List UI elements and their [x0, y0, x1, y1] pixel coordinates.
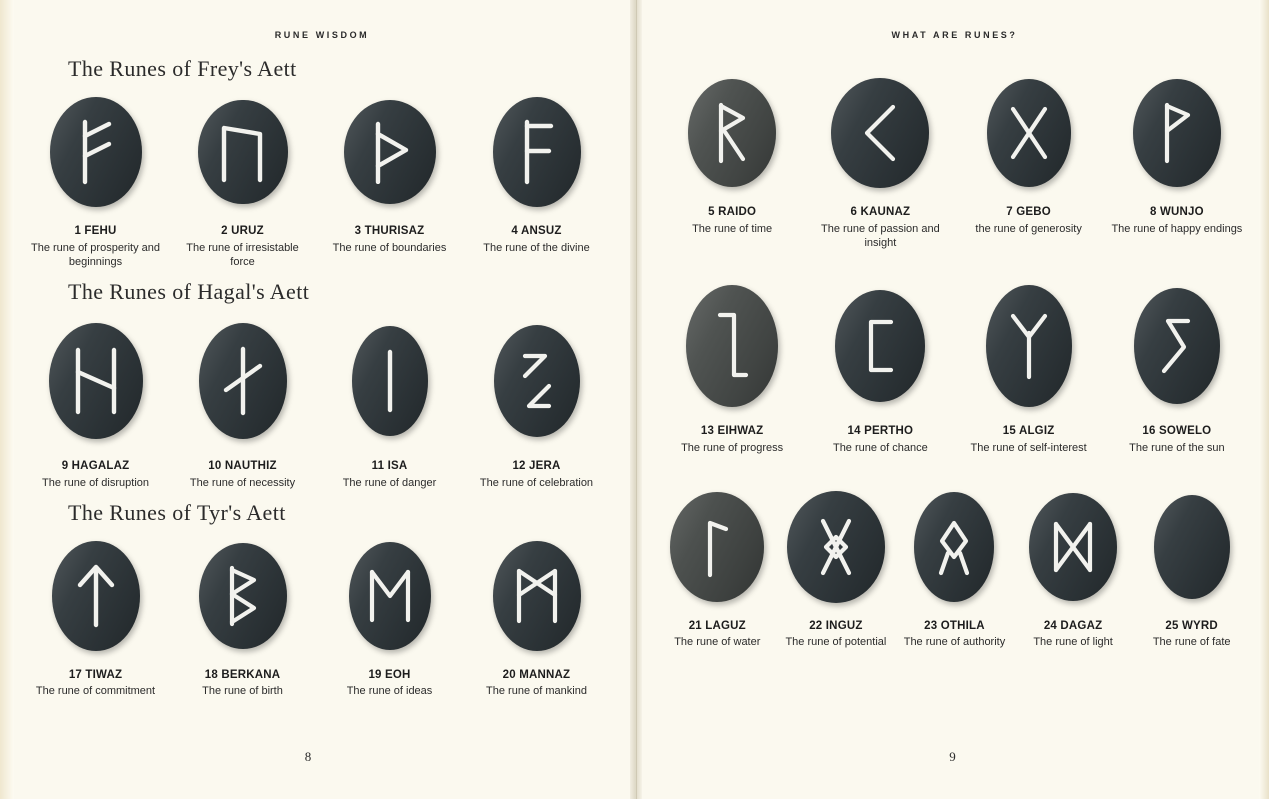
rune-stone[interactable]: [986, 285, 1072, 407]
rune-caption: [190, 459, 295, 490]
rune-card-sowelo[interactable]: [1103, 276, 1251, 455]
rune-description: The rune of fate: [1152, 636, 1231, 649]
rune-name: 15 ALGIZ: [1002, 424, 1055, 437]
inguz-rune-icon: [813, 515, 859, 579]
rune-name: 24 DAGAZ: [1043, 619, 1103, 632]
raido-rune-icon: [709, 101, 755, 165]
rune-caption: [333, 224, 447, 255]
rune-name: 3 THURISAZ: [354, 225, 425, 237]
rune-card-hagalaz[interactable]: [22, 311, 169, 490]
rune-row-1: [22, 88, 622, 269]
rune-stone[interactable]: [199, 543, 287, 649]
rune-description: The rune of chance: [832, 441, 928, 454]
stone-image-wrap: [986, 276, 1072, 416]
running-head-right: WHAT ARE RUNES?: [891, 30, 1018, 40]
rune-description: The rune of authority: [903, 636, 1006, 649]
mannaz-rune-icon: [510, 565, 564, 627]
rune-stone[interactable]: [688, 79, 776, 187]
rune-stone[interactable]: [50, 97, 142, 207]
stone-image-wrap: [199, 311, 287, 451]
pertho-rune-icon: [857, 314, 903, 378]
rune-stone[interactable]: [493, 97, 581, 207]
rune-stone[interactable]: [787, 491, 885, 603]
rune-description: The rune of ideas: [346, 685, 433, 698]
stone-image-wrap: [1133, 69, 1221, 197]
rune-name: 1 FEHU: [74, 225, 117, 237]
rune-description: The rune of passion and insight: [821, 222, 940, 249]
rune-caption: [30, 224, 162, 269]
rune-description: The rune of progress: [681, 441, 784, 454]
stone-image-wrap: [1154, 483, 1230, 611]
rune-description: The rune of boundaries: [332, 241, 447, 254]
rune-name: 23 OTHILA: [924, 619, 985, 632]
stone-image-wrap: [787, 483, 885, 611]
rune-caption: [904, 619, 1006, 650]
rune-row-2: [22, 311, 622, 490]
rune-card-othila[interactable]: [895, 483, 1014, 650]
rune-card-mannaz[interactable]: [463, 532, 610, 699]
rune-name: 8 WUNJO: [1149, 206, 1204, 218]
stone-image-wrap: [493, 88, 581, 216]
rune-stone[interactable]: [494, 325, 580, 437]
rune-card-berkana[interactable]: [169, 532, 316, 699]
rune-description: The rune of water: [674, 636, 761, 649]
wunjo-rune-icon: [1155, 101, 1199, 165]
rune-card-tiwaz[interactable]: [22, 532, 169, 699]
rune-description: The rune of necessity: [189, 476, 296, 489]
rune-card-gebo[interactable]: [955, 69, 1103, 236]
stone-image-wrap: [686, 276, 778, 416]
rune-description: The rune of irresistable force: [186, 241, 299, 268]
rune-description: The rune of potential: [785, 636, 887, 649]
rune-caption: [975, 205, 1081, 236]
rune-caption: [36, 668, 155, 699]
ansuz-rune-icon: [513, 119, 561, 185]
stone-image-wrap: [50, 88, 142, 216]
rune-name: 2 URUZ: [221, 225, 264, 237]
rune-name: 5 RAIDO: [708, 206, 757, 218]
uruz-rune-icon: [216, 120, 270, 184]
stone-image-wrap: [493, 532, 581, 660]
rune-caption: [202, 668, 283, 699]
rune-description: The rune of self-interest: [970, 441, 1087, 454]
rune-row-3: [22, 532, 622, 699]
rune-caption: [814, 205, 946, 250]
rune-stone[interactable]: [349, 542, 431, 650]
rune-description: The rune of danger: [342, 476, 437, 489]
rune-stone[interactable]: [352, 326, 428, 436]
laguz-rune-icon: [696, 515, 738, 579]
rune-card-isa[interactable]: [316, 311, 463, 490]
rune-caption: [692, 205, 772, 236]
rune-row-4: [658, 69, 1251, 250]
rune-name: 12 JERA: [512, 459, 561, 472]
rune-name: 6 KAUNAZ: [850, 206, 911, 218]
jera-rune-icon: [511, 350, 563, 412]
stone-image-wrap: [670, 483, 764, 611]
rune-card-wunjo[interactable]: [1103, 69, 1251, 236]
rune-stone[interactable]: [835, 290, 925, 402]
rune-stone[interactable]: [1029, 493, 1117, 601]
othila-rune-icon: [933, 515, 975, 579]
rune-stone[interactable]: [52, 541, 140, 651]
nauthiz-rune-icon: [218, 346, 268, 416]
rune-stone[interactable]: [987, 79, 1071, 187]
section-title-freys-aett: The Runes of Frey's Aett: [68, 56, 297, 81]
rune-caption: [971, 424, 1087, 455]
rune-card-fehu[interactable]: [22, 88, 169, 269]
rune-description: The rune of mankind: [486, 685, 587, 698]
rune-card-raido[interactable]: [658, 69, 806, 236]
rune-card-pertho[interactable]: [806, 276, 954, 455]
stone-image-wrap: [494, 311, 580, 451]
rune-row-5: [658, 276, 1251, 455]
rune-card-jera[interactable]: [463, 311, 610, 490]
rune-card-wyrd[interactable]: [1132, 483, 1251, 650]
rune-stone[interactable]: [49, 323, 143, 439]
rune-caption: [480, 459, 593, 490]
tiwaz-rune-icon: [72, 563, 120, 629]
rune-caption: [833, 424, 928, 455]
rune-name: 9 HAGALAZ: [61, 459, 130, 472]
rune-description: The rune of birth: [202, 685, 283, 698]
rune-card-algiz[interactable]: [955, 276, 1103, 455]
stone-image-wrap: [987, 69, 1071, 197]
rune-card-dagaz[interactable]: [1014, 483, 1133, 650]
kaunaz-rune-icon: [857, 101, 903, 165]
thurisaz-rune-icon: [366, 120, 414, 184]
rune-stone[interactable]: [831, 78, 929, 188]
rune-stone[interactable]: [493, 541, 581, 651]
rune-caption: [1153, 619, 1231, 650]
fehu-rune-icon: [71, 118, 121, 186]
rune-card-inguz[interactable]: [777, 483, 896, 650]
rune-description: The rune of happy endings: [1111, 222, 1243, 235]
rune-description: the rune of generosity: [975, 222, 1082, 235]
rune-name: 4 ANSUZ: [511, 225, 562, 237]
rune-caption: [343, 459, 437, 490]
rune-stone[interactable]: [198, 100, 288, 204]
rune-caption: [1033, 619, 1113, 650]
rune-caption: [681, 424, 783, 455]
eihwaz-rune-icon: [710, 309, 754, 383]
rune-name: 10 NAUTHIZ: [208, 459, 277, 472]
stone-image-wrap: [199, 532, 287, 660]
rune-stone[interactable]: [344, 100, 436, 204]
stone-image-wrap: [1134, 276, 1220, 416]
stone-image-wrap: [835, 276, 925, 416]
rune-name: 7 GEBO: [1006, 206, 1051, 218]
stone-image-wrap: [344, 88, 436, 216]
stone-image-wrap: [349, 532, 431, 660]
running-head-left: RUNE WISDOM: [274, 30, 370, 40]
stone-image-wrap: [831, 69, 929, 197]
section-title-tyrs-aett: The Runes of Tyr's Aett: [68, 499, 286, 525]
stone-image-wrap: [1029, 483, 1117, 611]
rune-caption: [483, 224, 589, 255]
rune-name: 19 EOH: [368, 668, 411, 681]
berkana-rune-icon: [220, 564, 266, 628]
stone-image-wrap: [49, 311, 143, 451]
stone-image-wrap: [914, 483, 994, 611]
rune-card-eihwaz[interactable]: [658, 276, 806, 455]
stone-image-wrap: [198, 88, 288, 216]
rune-description: The rune of light: [1033, 636, 1113, 649]
rune-caption: [42, 459, 149, 490]
rune-card-eoh[interactable]: [316, 532, 463, 699]
rune-name: 14 PERTHO: [847, 424, 914, 437]
rune-description: The rune of the sun: [1129, 441, 1225, 454]
stone-image-wrap: [688, 69, 776, 197]
rune-card-nauthiz[interactable]: [169, 311, 316, 490]
rune-description: The rune of time: [692, 222, 773, 235]
rune-name: 13 EIHWAZ: [700, 424, 764, 437]
rune-description: The rune of disruption: [41, 476, 149, 489]
rune-row-6: [658, 483, 1251, 650]
rune-stone[interactable]: [914, 492, 994, 602]
folio-left: 8: [304, 749, 312, 764]
rune-caption: [486, 668, 587, 699]
rune-stone[interactable]: [1154, 495, 1230, 599]
rune-name: 21 LAGUZ: [688, 619, 746, 632]
rune-caption: [1129, 424, 1224, 455]
rune-card-laguz[interactable]: [658, 483, 777, 650]
isa-rune-icon: [375, 348, 405, 414]
sowelo-rune-icon: [1156, 313, 1198, 379]
rune-description: The rune of commitment: [35, 685, 156, 698]
eoh-rune-icon: [363, 566, 417, 626]
rune-name: 17 TIWAZ: [68, 668, 123, 681]
rune-stone[interactable]: [1133, 79, 1221, 187]
rune-name: 22 INGUZ: [809, 619, 863, 632]
section-title-hagals-aett: The Runes of Hagal's Aett: [68, 278, 310, 304]
rune-name: 20 MANNAZ: [502, 668, 571, 681]
rune-caption: [785, 619, 886, 650]
dagaz-rune-icon: [1047, 518, 1099, 576]
stone-image-wrap: [52, 532, 140, 660]
rune-name: 11 ISA: [371, 459, 408, 472]
rune-card-thurisaz[interactable]: [316, 88, 463, 255]
rune-caption: [347, 668, 433, 699]
right-page: [636, 0, 1269, 799]
rune-card-uruz[interactable]: [169, 88, 316, 269]
rune-stone[interactable]: [1134, 288, 1220, 404]
rune-card-ansuz[interactable]: [463, 88, 610, 255]
rune-name: 25 WYRD: [1165, 619, 1218, 632]
rune-caption: [1111, 205, 1242, 236]
rune-caption: [177, 224, 309, 269]
rune-description: The rune of prosperity and beginnings: [30, 241, 161, 268]
rune-name: 16 SOWELO: [1142, 424, 1212, 437]
rune-name: 18 BERKANA: [204, 668, 281, 681]
rune-card-kaunaz[interactable]: [806, 69, 954, 250]
hagalaz-rune-icon: [68, 346, 124, 416]
gebo-rune-icon: [1004, 103, 1054, 163]
rune-stone[interactable]: [670, 492, 764, 602]
algiz-rune-icon: [1005, 311, 1053, 381]
stone-image-wrap: [352, 311, 428, 451]
rune-caption: [674, 619, 760, 650]
rune-description: The rune of the divine: [483, 241, 590, 254]
rune-description: The rune of celebration: [479, 476, 594, 489]
rune-stone[interactable]: [199, 323, 287, 439]
rune-stone[interactable]: [686, 285, 778, 407]
folio-right: 9: [949, 749, 956, 764]
